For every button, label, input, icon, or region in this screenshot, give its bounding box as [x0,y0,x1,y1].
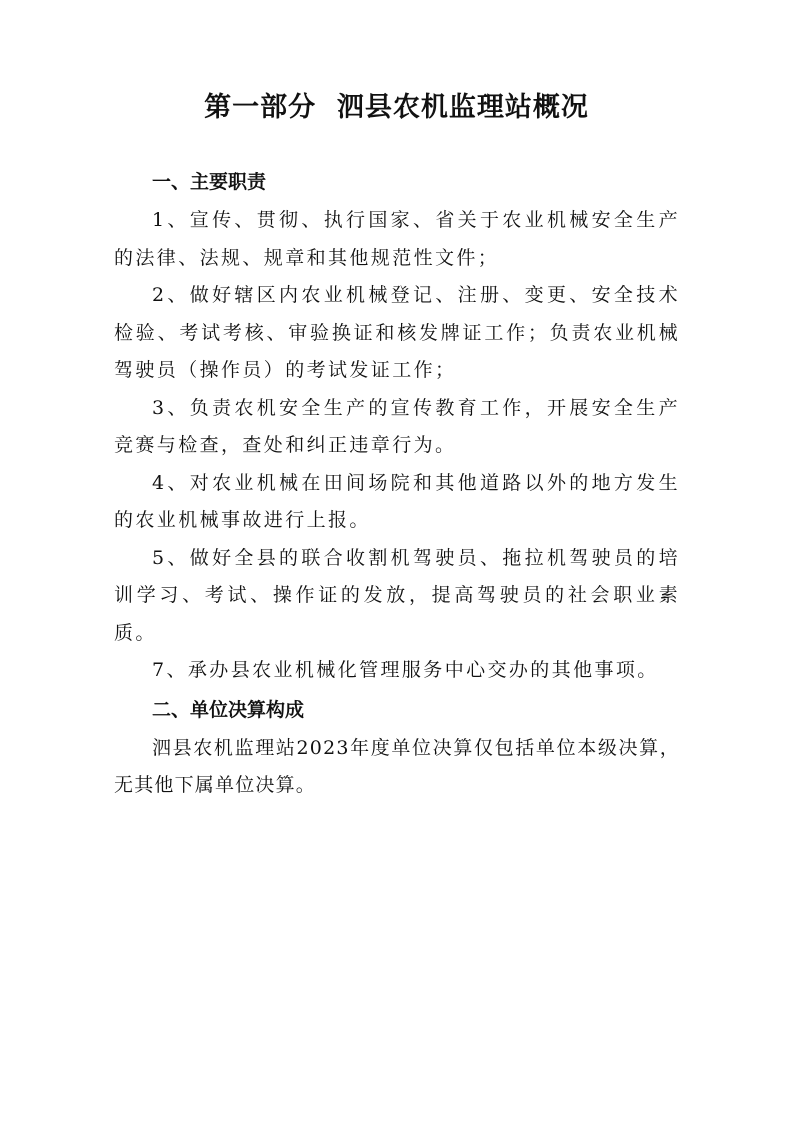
section-heading-main-duties: 一、主要职责 [152,171,267,193]
duty-item-3: 3、负责农机安全生产的宣传教育工作，开展安全生产竞赛与检查，查处和纠正违章行为。 [114,396,680,456]
duty-item-5: 5、做好全县的联合收割机驾驶员、拖拉机驾驶员的培训学习、考试、操作证的发放，提高驾驶员的社会职业素质。 [114,546,680,644]
duty-item-2: 2、做好辖区内农业机械登记、注册、变更、安全技术检验、考试考核、审验换证和核发牌证工作；负责农业机械驾驶员（操作员）的考试发证工作； [114,284,680,381]
document-body [114,162,680,805]
duty-item-7: 7、承办县农业机械化管理服务中心交办的其他事项。 [152,659,659,681]
budget-composition-text: 泗县农机监理站2023年度单位决算仅包括单位本级决算，无其他下属单位决算。 [114,736,680,796]
page-title: 第一部分 泗县农机监理站概况 [204,92,589,123]
duty-item-1: 1、宣传、贯彻、执行国家、省关于农业机械安全生产的法律、法规、规章和其他规范性文件； [114,209,680,269]
section-heading-budget-composition: 二、单位决算构成 [152,698,305,721]
duty-item-4: 4、对农业机械在田间场院和其他道路以外的地方发生的农业机械事故进行上报。 [114,471,680,531]
